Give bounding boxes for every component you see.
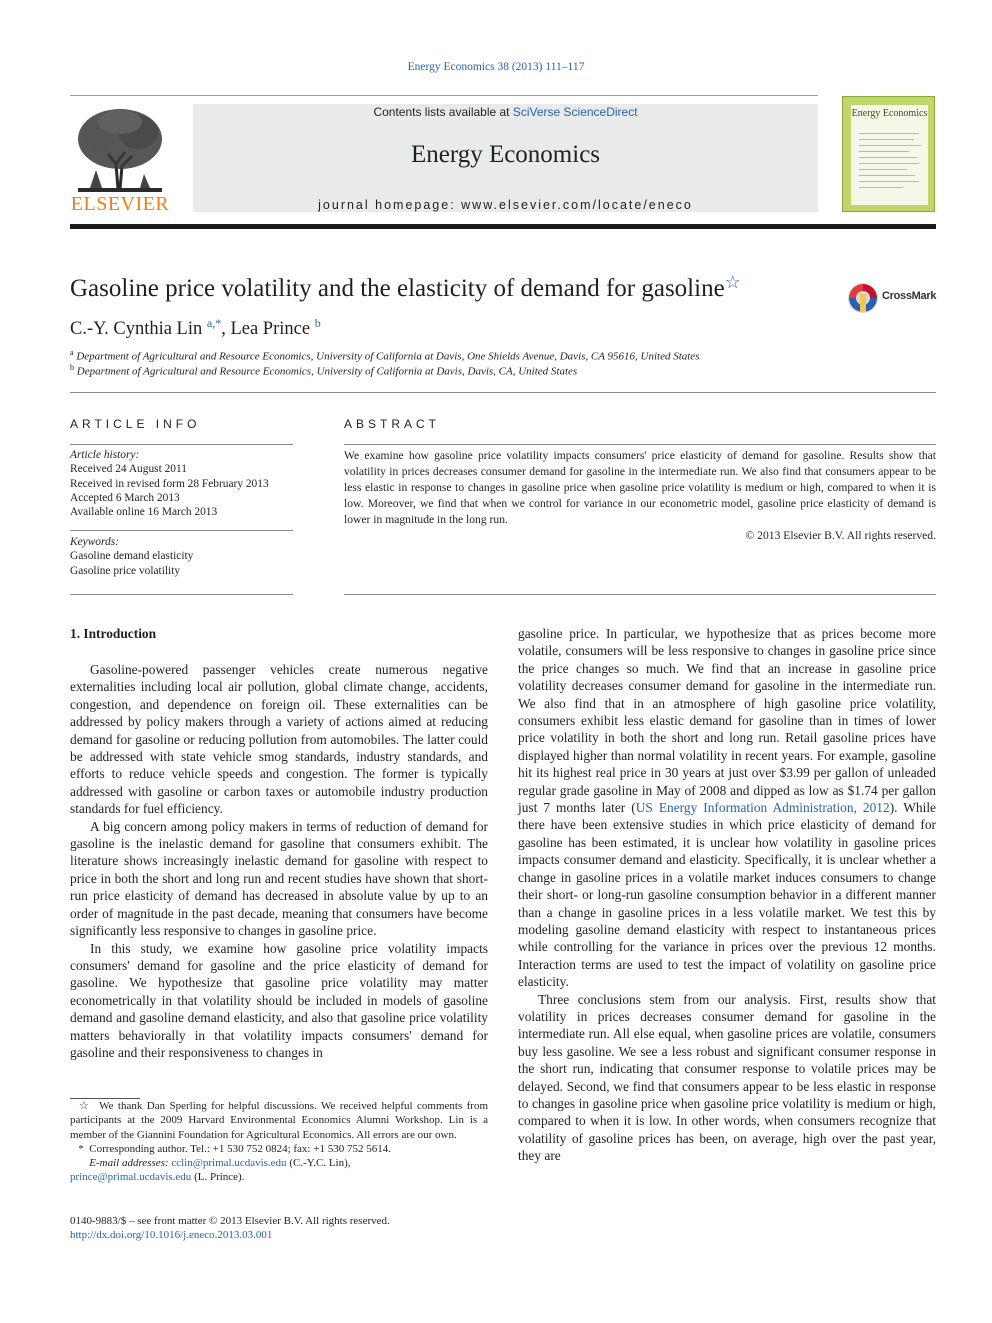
article-info-rule	[70, 594, 293, 595]
article-history	[70, 448, 293, 519]
footnote-asterisk: *	[78, 1142, 84, 1155]
crossmark-badge[interactable]	[846, 280, 936, 316]
keyword-item: Gasoline demand elasticity	[70, 550, 194, 563]
history-item: Received in revised form 28 February 2013	[70, 477, 269, 490]
cover-title: Energy Economics	[851, 108, 928, 119]
article-title	[70, 272, 741, 303]
body-column-left	[70, 661, 488, 1061]
body-text: ). While there have been extensive studies in which price elasticity of demand for gasoline has been estimated, it is unclear how volatility in gasoline prices impacts consumer demand and elasticity. Specifically, it is unclear whether a change in gasoline prices in a volatile market induces consumers to change their short- or long-run gasoline consumption behavior in a different manner than a change in gasoline prices in a less volatile market. We test this by modeling gasoline demand elasticity with respect to instantaneous prices while controlling for the variance in prices over the previous 12 months. Interaction terms are used to test the impact of volatility on gasoline price elasticity.	[518, 800, 936, 990]
affiliation-text: Department of Agricultural and Resource Economics, University of California at Davis, One Shields Avenue, Davis, CA 95616, United States	[76, 350, 700, 363]
publisher-wordmark: ELSEVIER	[70, 193, 170, 215]
abstract-rule	[344, 444, 936, 445]
crossmark-label: CrossMark	[882, 290, 937, 302]
article-info-rule	[70, 444, 293, 445]
author-affiliation-mark[interactable]: b	[314, 316, 321, 330]
email-owner: (L. Prince).	[194, 1171, 245, 1184]
contents-prefix: Contents lists available at	[373, 105, 513, 119]
history-item: Accepted 6 March 2013	[70, 491, 180, 504]
author-affiliation-mark[interactable]: a,*	[206, 316, 222, 330]
affiliation-a	[70, 348, 699, 363]
author-name[interactable]: C.-Y. Cynthia Lin	[70, 319, 203, 340]
body-paragraph: A big concern among policy makers in terms of reduction of demand for gasoline is the inelastic demand for gasoline that consumers exhibit. The literature shows increasingly inelastic demand for gasoline with respect to price in both the short and long run and recent studies have shown that short-run price elasticity of demand has decreased in absolute value by up to an order of magnitude in the past decade, meaning that consumers have become significantly less responsive to changes in gasoline price.	[70, 818, 488, 939]
keywords-label: Keywords:	[70, 536, 119, 548]
doi-link[interactable]: http://dx.doi.org/10.1016/j.eneco.2013.03.001	[70, 1229, 273, 1242]
footnote-text: We thank Dan Sperling for helpful discussions. We received helpful comments from participants at the 2009 Harvard Environmental Economics Alumni Workshop. Lin is a member of the Giannini Foundation for Agricultural Economics. All errors are our own.	[70, 1100, 489, 1141]
email-footnote	[70, 1156, 488, 1185]
affiliation-text: Department of Agricultural and Resource Economics, University of California at Davis, Davis, CA, United States	[76, 365, 578, 378]
article-info-rule	[70, 530, 293, 531]
journal-cover-thumbnail[interactable]	[842, 96, 935, 212]
body-paragraph: Gasoline-powered passenger vehicles create numerous negative externalities including local air pollution, global climate change, accidents, congestion, and dependence on foreign oil. These externalities can be addressed by policy makers through a variety of actions aimed at reducing demand for gasoline or reducing pollution from automobiles. The latter could be addressed with state vehicle smog standards, industry standards, and efforts to reduce vehicle speeds and congestion. The former is typically addressed with gasoline or carbon taxes or automobile industry production standards for fuel efficiency.	[70, 662, 488, 817]
author-name[interactable]: Lea Prince	[230, 319, 311, 340]
affiliation-mark: a	[70, 348, 74, 357]
body-paragraph: Three conclusions stem from our analysis. First, results show that volatility in prices decreases consumer demand for gasoline in the intermediate run. All else equal, when gasoline prices are volatile, consumers buy less gasoline. We see a less robust and significant consumer response in the short run, indicating that consumer response to volatile prices may be delayed. Second, we find that consumers appear to be less elastic in response to changes in gasoline price when gasoline price volatility is medium or high, compared to when it is low. In other words, when consumers recognize that volatility of gasoline prices has been, on average, high over the past year, they are	[518, 991, 936, 1164]
history-item: Received 24 August 2011	[70, 463, 187, 476]
abstract-body	[344, 448, 936, 544]
body-column-right	[518, 625, 936, 1165]
abstract-copyright: © 2013 Elsevier B.V. All rights reserved.	[745, 529, 936, 542]
acknowledgement-footnote	[70, 1099, 488, 1142]
article-info-heading: ARTICLE INFO	[70, 417, 201, 431]
body-text: gasoline price. In particular, we hypothesize that as prices become more volatile, consumers will be less responsive to changes in gasoline price since the price changes so much. We find that an increase in gasoline price volatility decreases consumer demand for gasoline in the intermediate run. We also find that in an atmosphere of high gasoline price volatility, consumers exhibit less elastic demand for gasoline than in times of lower price volatility in both the short and long run. Retail gasoline prices have displayed higher than normal volatility in recent years. For example, gasoline hit its highest real price in 30 years at just over $3.99 per gallon of unleaded regular grade gasoline in May of 2008 and dipped as low as $1.74 per gallon just 7 months later (	[518, 626, 936, 816]
abstract-text: We examine how gasoline price volatility impacts consumers' price elasticity of demand for gasoline. Results show that volatility in prices decreases consumer demand for gasoline in the intermediate run. We also find that consumers appear to be less elastic in response to changes in gasoline price when gasoline price volatility is medium or high, compared to when it is low. Moreover, we find that when we control for variance in our econometric model, gasoline price elasticity of demand is lower in magnitude in the long run.	[344, 449, 936, 526]
footnote-text: Corresponding author. Tel.: +1 530 752 0824; fax: +1 530 752 5614.	[89, 1142, 391, 1155]
affiliation-mark: b	[70, 363, 74, 372]
email-link[interactable]: cclin@primal.ucdavis.edu	[171, 1157, 287, 1170]
journal-homepage[interactable]: journal homepage: www.elsevier.com/locate/eneco	[318, 198, 693, 212]
author-separator: ,	[221, 319, 231, 340]
author-list	[70, 316, 321, 340]
contents-availability-line	[193, 105, 818, 119]
bottom-info	[70, 1214, 390, 1243]
history-label: Article history:	[70, 449, 140, 461]
section-heading-introduction: 1. Introduction	[70, 626, 157, 641]
masthead-divider	[70, 95, 818, 96]
citation-link[interactable]: US Energy Information Administration, 2012	[635, 800, 890, 816]
body-paragraph: In this study, we examine how gasoline price volatility impacts consumers' demand for gasoline and the price elasticity of demand for gasoline. We hypothesize that gasoline price volatility may matter econometrically in that volatility should be included in models of gasoline demand and gasoline demand elasticity, and also that gasoline price volatility matters behaviorally in that volatility impacts consumers' demand for gasoline and their responsiveness to changes in	[70, 940, 488, 1060]
journal-reference-link[interactable]: Energy Economics 38 (2013) 111–117	[407, 61, 585, 73]
article-title-text: Gasoline price volatility and the elasticity of demand for gasoline	[70, 275, 725, 302]
footnote-star-icon: ☆	[78, 1100, 91, 1112]
affiliation-b	[70, 363, 577, 378]
header-rule	[70, 224, 936, 229]
email-label: E-mail addresses:	[89, 1157, 169, 1170]
cover-page	[851, 105, 928, 205]
email-owner: (C.-Y.C. Lin),	[289, 1157, 351, 1170]
footnotes	[70, 1099, 488, 1185]
email-link[interactable]: prince@primal.ucdavis.edu	[70, 1171, 192, 1184]
issn-line: 0140-9883/$ – see front matter © 2013 Elsevier B.V. All rights reserved.	[70, 1215, 390, 1227]
history-item: Available online 16 March 2013	[70, 506, 218, 519]
abstract-heading: ABSTRACT	[344, 417, 441, 431]
corresponding-author-footnote	[70, 1142, 488, 1156]
title-footnote-star-icon[interactable]: ☆	[724, 272, 741, 292]
journal-name: Energy Economics	[410, 141, 601, 168]
affiliation-divider	[70, 392, 936, 393]
keyword-item: Gasoline price volatility	[70, 564, 181, 577]
keywords	[70, 535, 293, 578]
sciencedirect-link[interactable]: SciVerse ScienceDirect	[512, 105, 638, 119]
body-paragraph	[518, 625, 936, 991]
abstract-rule	[344, 594, 936, 595]
crossmark-icon	[846, 280, 880, 316]
